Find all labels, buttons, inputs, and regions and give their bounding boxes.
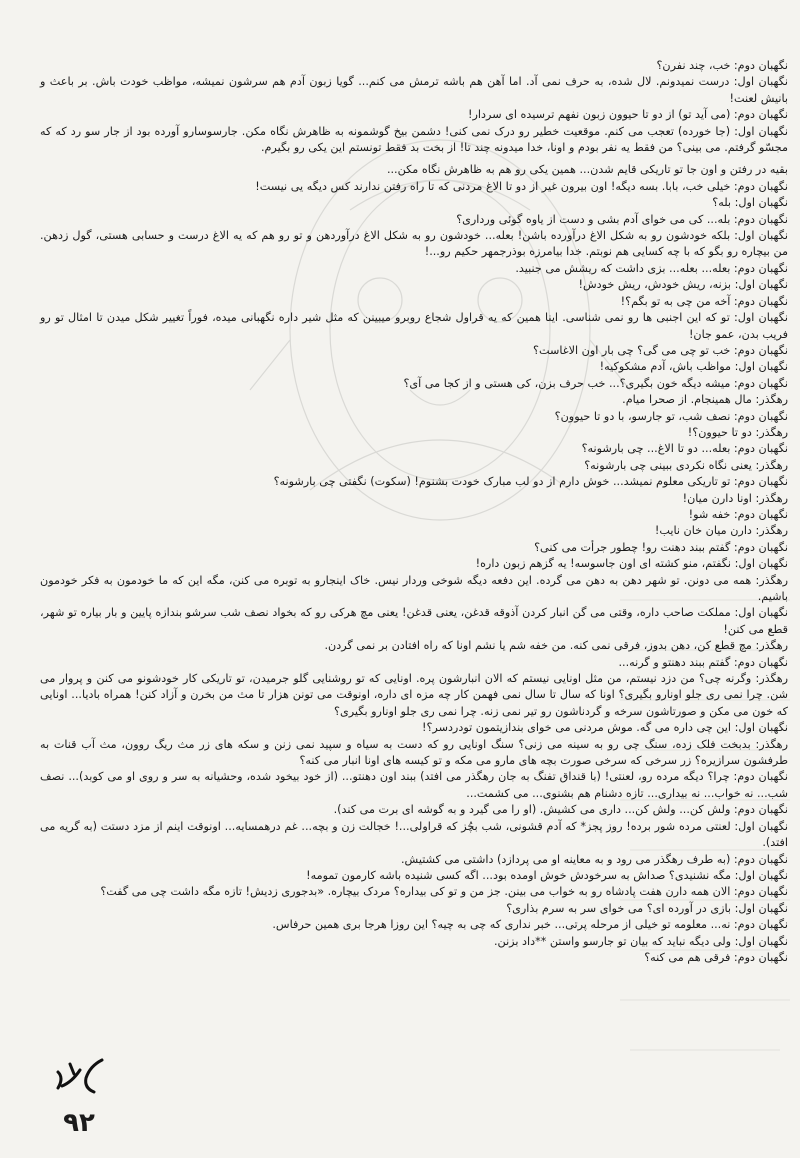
- paragraph: رهگذر: مچ قطع کن، دهن بدوز، فرقی نمی کنه. من خفه شم یا نشم اونا که راه افتادن بر نمی گردن.: [324, 639, 788, 653]
- paragraph: نگهبان دوم: خب تو چی می گی؟ چی بار اون الاغاست؟: [533, 343, 788, 357]
- paragraph: نگهبان دوم: گفتم ببند دهنتو و گرنه...: [618, 655, 788, 669]
- paragraph: نگهبان اول: مگه نشنیدی؟ صداش به سرخودش خوش اومده بود... اگه کسی شنیده باشه کارمون تمومه!: [306, 868, 788, 882]
- paragraph: نگهبان اول: بلکه خودشون رو به شکل الاغ درآورده باشن! بعله... خودشون رو به شکل الاغ درآوردهن و تو رو هم که یه الاغ درست و حسابی هستی، گول زدهن. من بیچاره رو بگو که با چه کسایی هم نوبتم. خدا بیامرزه بوذرجمهر حکیم رو...!: [40, 229, 788, 259]
- paragraph: نگهبان دوم: ولش کن... ولش کن... داری می کشیش. (او را می گیرد و به گوشه ای برت می کند).: [333, 803, 788, 817]
- paragraph: نگهبان دوم: بله... کی می خوای آدم بشی و دست از یاوه گوئی ورداری؟: [456, 212, 788, 226]
- paragraph: نگهبان دوم: خفه شو!: [688, 507, 788, 521]
- paragraph: نگهبان اول: تو که این اجنبی ها رو نمی شناسی. اینا همین که یه قراول شجاع روبرو میبینن که مثل شیر داره نگهبانی میده، فوراً تغییر شکل میدن تا امثال تو رو فریب بدن، عمو جان!: [40, 311, 788, 341]
- paragraph: نگهبان اول: مواظب باش، آدم مشکوکیه!: [599, 360, 788, 374]
- paragraph: نگهبان دوم: خیلی خب، بابا. بسه دیگه! اون بیرون غیر از دو تا الاغ مردنی که تا راه رفتن ندارند کس دیگه یی نیست!: [255, 179, 788, 193]
- paragraph: نگهبان دوم: خب، چند نفرن؟: [656, 59, 788, 72]
- paragraph: نگهبان اول: بله؟: [712, 196, 788, 210]
- paragraph: نگهبان دوم: نه... معلومه تو خیلی از مرحله پرتی... خبر نداری که چی به چیه؟ این روزا هرجا بری همین حرفاس.: [272, 918, 788, 932]
- paragraph: رهگذر: همه می دونن. تو شهر دهن به دهن می گرده. این دفعه دیگه شوخی وردار نیس. خاک اینجارو به توبره می کنن، مگه این که ما خودمون به فکر خودمون باشیم.: [40, 573, 788, 603]
- paragraph: رهگذر: وگرنه چی؟ من دزد نیستم، من مثل اونایی نیستم که الان انبارشون پره. اونایی که تو روشنایی گلو جرمیدن، تو تاریکی کار خودشونو می کنن و پروار می شن. چرا نمی ری جلو اونارو بگیری؟ اونا که سال تا سال نمی فهمن کار چه مزه ای داره، اونوقت می تونن هزار تا مث من بخرن و آزاد کنن! همراه بادیا... اونایی که خون می مکن و صورتاشون سرخه و گردناشون رو تیر نمی زنه. چرا نمی ری جلو اونارو بگیری؟: [40, 672, 788, 718]
- paragraph: نگهبان دوم: (به طرف رهگذر می رود و به معاینه او می پردازد) داشتی می کشتیش.: [401, 852, 788, 866]
- paragraph: نگهبان دوم: فرقی هم می کنه؟: [644, 950, 788, 964]
- paragraph: رهگذر: دو تا حیوون؟!: [687, 425, 788, 439]
- paragraph: نگهبان دوم: چرا؟ دیگه مرده رو، لعنتی! (با قنداق تفنگ به جان رهگذر می افتد) ببند اون دهنتو... (از خود بیخود شده، وحشیانه به سر و روی او می کوبد)... نصف شب... نه خواب... نه بیداری... تازه دشنام هم بشنوی... می کشمت...: [40, 770, 788, 800]
- paragraph: نگهبان اول: درست نمیدونم. لال شده، به حرف نمی آد. اما آهن هم باشه ترمش می کنم... گویا زبون آدم هم سرشون نمیشه، مواظب خودت باش. بر باعث و بانیش لعنت!: [40, 75, 788, 105]
- paragraph: نگهبان اول: مملکت صاحب داره، وقتی می گن انبار کردن آذوقه قدغن، یعنی قدغن! یعنی مچ هرکی رو که بخواد نصف شب سرشو بندازه پایین و بار بیاره تو شهر، قطع می کنن!: [40, 606, 788, 636]
- paragraph: نگهبان دوم: نصف شب، تو جارسو، با دو تا حیوون؟: [554, 409, 788, 423]
- article-text: [40, 58, 788, 966]
- paragraph: نگهبان اول: این چی داره می گه. موش مردنی می خوای بندازیتمون تودردسر؟!: [421, 721, 788, 735]
- paragraph: نگهبان دوم: بعله... دو تا الاغ... چی بارشونه؟: [581, 442, 788, 456]
- magazine-logo: [50, 1052, 110, 1100]
- page-number: ۹۲: [63, 1108, 95, 1138]
- paragraph: رهگذر: مال همینجام. از صحرا میام.: [622, 393, 788, 407]
- paragraph: رهگذر: بدبخت فلک زده، سنگ چی رو به سینه می زنی؟ سنگ اونایی رو که دست به سیاه و سپید نمی زنن و سکه های زر مث ریگ روون، مث آب قنات به طرفشون سرازیره؟ زر سرخی که سرخی صورت بچه های مارو می مکه و تو کیسه های اونا انبار می کنه؟: [40, 737, 788, 768]
- paragraph: بقیه در رفتن و اون جا تو تاریکی قایم شدن... همین یکی رو هم به ظاهرش نگاه مکن...: [386, 163, 788, 177]
- paragraph: نگهبان اول: بزنه، ریش خودش، ریش خودش!: [578, 278, 788, 292]
- paragraph: نگهبان اول: ولی دیگه نباید که بیان تو جارسو واستن **داد بزنن.: [494, 934, 788, 948]
- paragraph: نگهبان دوم: گفتم ببند دهنت رو! چطور جرأت می کنی؟: [534, 540, 788, 554]
- paragraph: نگهبان اول: نگفتم، منو کشته ای اون جاسوسه! یه گزهم زبون داره!: [475, 557, 788, 571]
- paragraph: نگهبان دوم: میشه دیگه خون بگیری؟... خب حرف بزن، کی هستی و از کجا می آی؟: [403, 376, 788, 390]
- paragraph: رهگذر: یعنی نگاه نکردی ببینی چی بارشونه؟: [584, 458, 788, 472]
- paragraph: رهگذر: اونا دارن میان!: [682, 491, 788, 505]
- paragraph: نگهبان دوم: (می آید تو) از دو تا حیوون زبون نفهم ترسیده ای سردار!: [468, 108, 788, 122]
- paragraph: نگهبان اول: (جا خورده) تعجب می کنم. موقعیت خطیر رو درک نمی کنی! دشمن بیخ گوشمونه به ظاهرش نگاه مکن. جارسوسارو آورده بود از جار سو رد که که مجسّو گرفتم. می بینی؟ من فقط یه نفر بودم و اونا، خدا میدونه چند تا! از بخت بد فقط تونستم این یکی رو بگیرم.: [40, 124, 788, 155]
- paragraph: رهگذر: دارن میان خان نایب!: [654, 524, 788, 538]
- paragraph: نگهبان اول: بازی در آورده ای؟ می خوای سر به سرم بذاری؟: [506, 901, 788, 915]
- paragraph: نگهبان دوم: الان همه دارن هفت پادشاه رو به خواب می بینن. جز من و تو کی بیداره؟ مردک بیچاره. «بدجوری زدیش! تازه مگه داشت چی می گفت؟: [100, 885, 788, 899]
- paragraph: نگهبان دوم: تو تاریکی معلوم نمیشد... خوش دارم از دو لب مبارک خودت بشنوم! (سکوت) نگفتی چی بارشونه؟: [273, 475, 788, 489]
- paragraph: نگهبان دوم: آخه من چی به تو بگم؟!: [620, 294, 788, 308]
- paragraph: نگهبان دوم: بعله... بعله... بزی داشت که ریشش می جنبید.: [515, 261, 788, 275]
- paragraph: نگهبان اول: لعنتی مرده شور برده! روز پجز* که آدم قشونی، شب بچُز که قراولی...! خجالت زن و بچه... غم درهمسایه... اونوقت اینم از مزد دستت (به گریه می افتد).: [40, 819, 788, 850]
